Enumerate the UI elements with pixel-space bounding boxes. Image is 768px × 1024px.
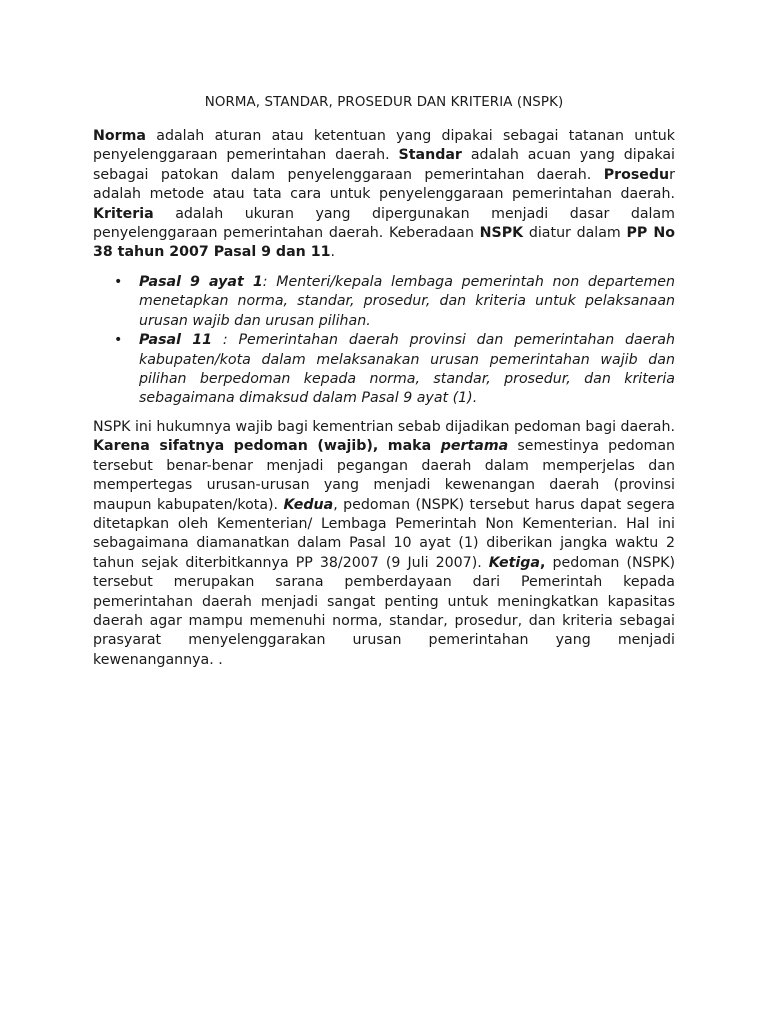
p2-pertama: pertama <box>440 438 509 455</box>
p2-kedua: Kedua <box>283 496 334 513</box>
pp-reference: PP No 38 tahun 2007 Pasal 9 dan 11 <box>93 225 676 261</box>
paragraph-definitions <box>93 127 675 263</box>
term-standar: Standar <box>398 147 462 164</box>
p2-ketiga: Ketiga <box>488 554 541 571</box>
document-title: NORMA, STANDAR, PROSEDUR DAN KRITERIA (NSPK) <box>204 95 564 110</box>
term-kriteria: Kriteria <box>93 205 154 222</box>
p2-comma: , <box>540 554 546 571</box>
kriteria-definition: adalah ukuran yang dipergunakan menjadi dasar dalam penyelenggaraan pemerintahan daerah. Keberadaan <box>93 205 675 242</box>
standar-definition: adalah acuan yang dipakai sebagai patokan dalam penyelenggaraan pemerintahan daerah. <box>93 147 675 183</box>
term-norma: Norma <box>93 128 146 144</box>
prosedur-definition: r adalah metode atau tata cara untuk penyelenggaraan pemerintahan daerah. <box>93 166 675 203</box>
bullet-term: Pasal 9 ayat 1 <box>139 274 263 290</box>
p2-text-3: , pedoman (NSPK) tersebut harus dapat segera ditetapkan oleh Kementerian/ Lembaga Pemerintah Non Kementerian. Hal ini sebagaimana diamanatkan dalam Pasal 10 ayat (1) diberikan jangka waktu 2 tahun sejak diterbitkannya PP 38/2007 (9 Juli 2007). <box>93 496 675 571</box>
norma-definition: adalah aturan atau ketentuan yang dipakai sebagai tatanan untuk penyelenggaraan pemerintahan daerah. <box>93 128 675 164</box>
list-item <box>114 273 675 331</box>
list-item <box>114 331 675 409</box>
p2-text-4: pedoman (NSPK) tersebut merupakan sarana pemberdayaan dari Pemerintah kepada pemerintahan daerah menjadi sangat penting untuk meningkatkan kapasitas daerah agar mampu memenuhi norma, standar, prosedur, dan kriteria sebagai prasyarat menyelenggarakan urusan pemerintahan yang menjadi kewenangannya. . <box>93 554 675 668</box>
nspk-text: diatur dalam <box>523 225 627 242</box>
p2-text-2: semestinya pedoman tersebut benar-benar menjadi pegangan daerah dalam memperjelas dan mempertegas urusan-urusan yang menjadi kewenangan daerah (provinsi maupun kabupaten/kota). <box>93 438 675 513</box>
p2-bold-1: Karena sifatnya pedoman (wajib), maka <box>93 438 441 455</box>
bullet-list <box>114 273 675 409</box>
term-prosedur: Prosedu <box>603 166 670 183</box>
bullet-term: Pasal 11 <box>139 332 212 349</box>
bullet-marker: • <box>114 274 123 290</box>
bullet-text: : Pemerintahan daerah provinsi dan pemerintahan daerah kabupaten/kota dalam melaksanakan urusan pemerintahan wajib dan pilihan berpedoman kepada norma, standar, prosedur, dan kriteria sebagaimana dimaksud dalam Pasal 9 ayat (1). <box>139 332 675 407</box>
bullet-text: : Menteri/kepala lembaga pemerintah non departemen menetapkan norma, standar, prosedur, dan kriteria untuk pelaksanaan urusan wajib dan urusan pilihan. <box>139 274 675 329</box>
bullet-marker: • <box>114 332 123 349</box>
term-nspk: NSPK <box>479 225 524 242</box>
paragraph-explanation <box>93 418 675 670</box>
paragraph-end: . <box>330 244 335 261</box>
p2-text-1: NSPK ini hukumnya wajib bagi kementrian sebab dijadikan pedoman bagi daerah. <box>93 419 675 435</box>
